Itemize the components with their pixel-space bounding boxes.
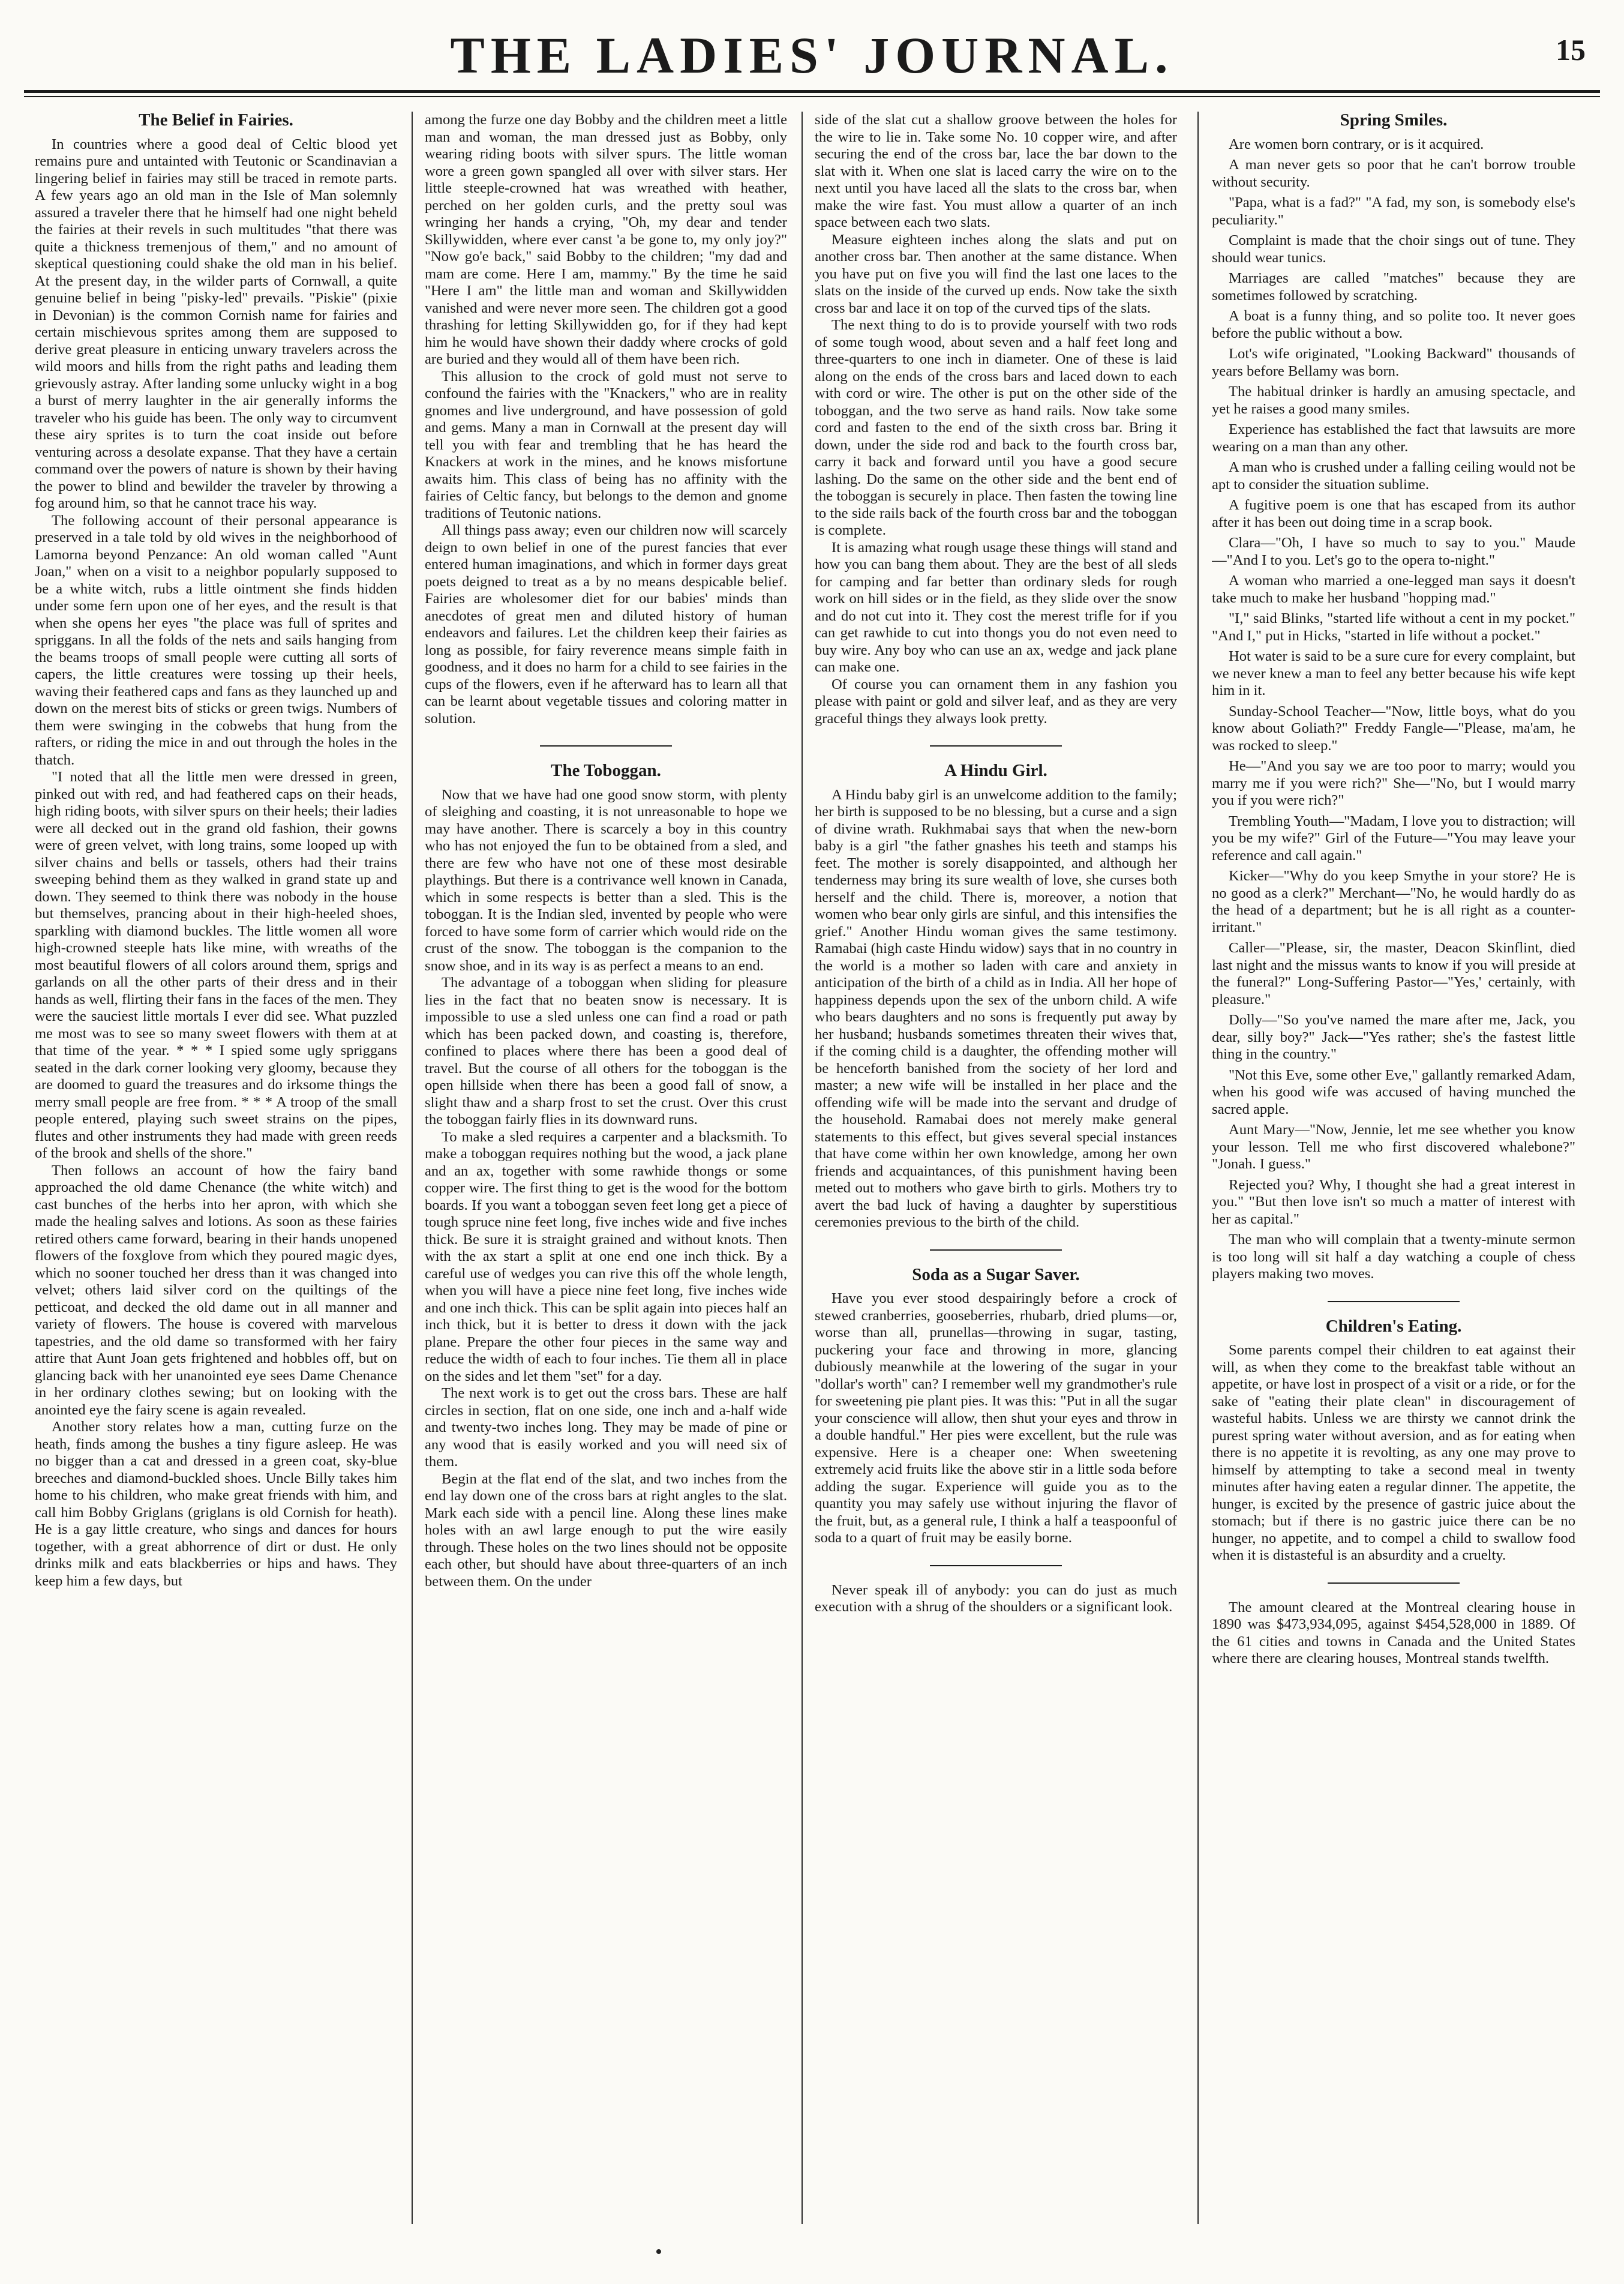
column-3 — [815, 112, 1177, 2236]
article-heading: The Belief in Fairies. — [139, 112, 293, 130]
article-paragraph: In countries where a good deal of Celtic blood yet remains pure and untainted with Teutonic or Scandinavian a lingering belief in fairies may still be traced in remote parts. A few years ago an old man in the Isle of Man solemnly assured a traveler there that he himself had one night beheld the fairies at their revels in such multitudes "that there was quite a thickness tremenjous of them," and no amount of skeptical questioning could shake the old man in his belief. At the present day, in the wilder parts of Cornwall, a quite genuine belief in being "pisky-led" prevails. "Piskie" (pixie in Devonian) is the common Cornish name for fairies and certain mischievous sprites among them are supposed to derive great pleasure in enticing unwary travelers across the wild moors and hills from the right paths and leading them grievously astray. After landing some unlucky wight in a bog a burst of merry laughter in the air generally informs the traveler who his guide has been. The only way to circumvent these airy sprites is to turn the coat inside out before venturing across a desolate expanse. That they have a certain command over the powers of nature is shown by their having the power to blind and bewilder the traveler by throwing a fog around him, so that he cannot trace his way. — [35, 136, 397, 511]
masthead-rule — [24, 90, 1600, 93]
article-heading: Children's Eating. — [1325, 1316, 1462, 1336]
spring-smile-item: "Papa, what is a fad?" "A fad, my son, is somebody else's peculiarity." — [1212, 194, 1575, 228]
section-divider — [930, 1249, 1062, 1251]
spring-smile-item: A boat is a funny thing, and so polite too. It never goes before the public without a bow. — [1212, 308, 1575, 341]
article-paragraph: The next work is to get out the cross bars. These are half circles in section, flat on one side, one inch and a-half wide and twenty-two inches long. They may be made of pine or any wood that is easily worked and you will need six of them. — [425, 1385, 787, 1470]
article-heading: Soda as a Sugar Saver. — [912, 1264, 1080, 1284]
spring-smile-item: Marriages are called "matches" because they are sometimes followed by scratching. — [1212, 270, 1575, 304]
spring-smile-item: A man who is crushed under a falling ceiling would not be apt to consider the situation sublime. — [1212, 459, 1575, 493]
section-divider — [930, 1565, 1062, 1566]
spring-smile-item: Complaint is made that the choir sings out of tune. They should wear tunics. — [1212, 232, 1575, 266]
spring-smile-item: Sunday-School Teacher—"Now, little boys, what do you know about Goliath?" Freddy Fangle—"Please, ma'am, he was rocked to sleep." — [1212, 703, 1575, 754]
article-paragraph: Of course you can ornament them in any fashion you please with paint or gold and silver leaf, and as they are very graceful things they always look pretty. — [815, 676, 1177, 727]
section-divider — [1328, 1301, 1460, 1302]
spring-smile-item: He—"And you say we are too poor to marry; would you marry me if you were rich?" She—"No, but I would marry you if you were rich?" — [1212, 758, 1575, 808]
column-4 — [1212, 112, 1575, 2236]
article-paragraph: This allusion to the crock of gold must not serve to confound the fairies with the "Knackers," who are in reality gnomes and live underground, and have possession of gold and gems. Many a man in Cornwall at the present day will tell you with fear and trembling that he has heard the Knackers at work in the mines, and he knows misfortune awaits him. This class of being has no affinity with the fairies of Celtic fancy, but belongs to the demon and gnome traditions of Teutonic nations. — [425, 368, 787, 521]
footer-ornament — [656, 2249, 661, 2254]
article-paragraph: "I noted that all the little men were dressed in green, pinked out with red, and had feathered caps on their heads, high riding boots, with silver spurs on their heels; their ladies were all decked out in the grand old fashion, their gowns were of green velvet, with long trains, some looped up with silver chains and bells or tassels, others had their trains sweeping behind them as they walked in grand state up and down. They seemed to think there was nobody in the house but themselves, prancing about in their high-heeled shoes, sparkling with diamond buckles. The little women all wore high-crowned steeple hats like mine, with wreaths of the most beautiful flowers of all colors around them, sprigs and garlands on all the other parts of their dress and in their hands as well, flirting their fans in the faces of the men. They were the sauciest little mortals I ever did see. What puzzled me most was to see so many sweet flowers with them at at that time of the year. * * * I spied some ugly spriggans seated in the dark corner looking very gloomy, because they are doomed to guard the treasures and do irksome things the merry small people are free from. * * * A troop of the small people entered, playing such sweet strains on the pipes, flutes and other instruments they had made with green reeds of the brook and shells of the shore." — [35, 769, 397, 1161]
page-number: 15 — [1556, 33, 1586, 67]
spring-smile-item: A man never gets so poor that he can't borrow trouble without security. — [1212, 157, 1575, 190]
column-1 — [35, 112, 397, 2236]
closing-paragraph: Never speak ill of anybody: you can do just as much execution with a shrug of the shoulders or a significant look. — [815, 1581, 1177, 1615]
article-paragraph: The advantage of a toboggan when sliding for pleasure lies in the fact that no beaten snow is necessary. It is impossible to use a sled unless one can find a road or path which has been packed down, and coasting is, therefore, confined to places where there has been a good deal of travel. But the course of all others for the toboggan is the open hillside when there has been a good fall of snow, a slight thaw and a sharp frost to set the crust. Over this crust the toboggan fairly flies in its downward runs. — [425, 975, 787, 1128]
spring-smile-item: The man who will complain that a twenty-minute sermon is too long will sit half a day watching a couple of chess players making two moves. — [1212, 1231, 1575, 1282]
article-paragraph: All things pass away; even our children now will scarcely deign to own belief in one of the purest fancies that ever entered human imaginations, and which in former days great poets deigned to treat as a by no means despicable belief. Fairies are wholesomer diet for our babies' minds than anecdotes of great men and diluted history of human endeavors and failures. Let the children keep their fairies as long as possible, for fairy reverence means simple faith in goodness, and it does no harm for a child to see fairies in the cups of the flowers, even if he afterward has to learn all that can be learnt about vegetable tissues and coloring matter in solution. — [425, 522, 787, 727]
spring-smile-item: "Not this Eve, some other Eve," gallantly remarked Adam, when his good wife was accused of having munched the sacred apple. — [1212, 1066, 1575, 1117]
spring-smile-item: A fugitive poem is one that has escaped from its author after it has been out doing time in a scrap book. — [1212, 497, 1575, 530]
article-paragraph: The following account of their personal appearance is preserved in a tale told by old wives in the neighborhood of Lamorna beyond Penzance: An old woman called "Aunt Joan," when on a visit to a neighbor popularly supposed to be a white witch, rubs a little ointment she finds hidden under some fern upon one of her eyes, and the result is that when she opens her eyes "the place was full of sprites and spriggans. In all the folds of the nets and sails hanging from the beams troops of small people were cutting all sorts of capers, the little creatures were tossing up their heels, waving their feathered caps and fans as they launched up and down on the merest bits of sticks or green twigs. Numbers of them were swinging in the cobwebs that hung from the rafters, or riding the mice in and out through the holes in the thatch. — [35, 512, 397, 768]
masthead — [0, 22, 1624, 88]
spring-smile-item: "I," said Blinks, "started life without a cent in my pocket." "And I," put in Hicks, "started in life without a pocket." — [1212, 610, 1575, 644]
article-paragraph: Some parents compel their children to eat against their will, as when they come to the breakfast table without an appetite, or have lost in prospect of a visit or a ride, or for the sake of "eating their plate clean" in discouragement of wasteful habits. Unless we are thirsty we cannot drink the purest spring water without aversion, and as for eating when there is no appetite it is revolting, as any one may prove to himself by attempting to take a second meal in twenty minutes after having eaten a regular dinner. The appetite, the hunger, is excited by the presence of gastric juice about the stomach; but if there is no gastric juice there can be no hunger, no appetite, and to compel a child to swallow food when it is distasteful is an absurdity and a cruelty. — [1212, 1342, 1575, 1563]
column-2 — [425, 112, 787, 2236]
spring-smile-item: Hot water is said to be a sure cure for every complaint, but we never knew a man to feel any better because his wife kept him in it. — [1212, 648, 1575, 699]
article-paragraph: It is amazing what rough usage these things will stand and how you can bang them about. They are the best of all sleds for camping and far better than ordinary sleds for rough work on hill sides or in the field, as they slide over the snow and do not cut into it. They cost the merest trifle for if you can get rawhide to cut into thongs you do not even need to buy wire. Any boy who can use an ax, wedge and jack plane can make one. — [815, 539, 1177, 675]
spring-smile-item: The habitual drinker is hardly an amusing spectacle, and yet he raises a good many smiles. — [1212, 383, 1575, 417]
spring-smile-item: Caller—"Please, sir, the master, Deacon Skinflint, died last night and the missus wants to know if you will preside at the funeral?" Long-Suffering Pastor—"Yes,' certainly, with pleasure." — [1212, 940, 1575, 1008]
section-divider — [930, 745, 1062, 747]
article-paragraph: Begin at the flat end of the slat, and two inches from the end lay down one of the cross bars at right angles to the slat. Mark each side with a pencil line. Along these lines make holes with an awl large enough to put the wire easily through. These holes on the two lines should not be opposite each other, but should have about three-quarters of an inch between them. On the under — [425, 1470, 787, 1590]
spring-smile-item: Rejected you? Why, I thought she had a great interest in you." "But then love isn't so much a matter of interest with her as capital." — [1212, 1176, 1575, 1227]
column-divider — [412, 112, 413, 2224]
article-paragraph: A Hindu baby girl is an unwelcome addition to the family; her birth is supposed to be no blessing, but a curse and a sign of divine wrath. Rukhmabai says that when the new-born baby is a girl "the father gnashes his teeth and stamps his feet. The mother is sorely disappointed, and although her tenderness may bring its sure wealth of love, she curses both herself and the child. There is, moreover, a notion that women who bear only girls are sinful, and this intensifies the grief." Another Hindu woman gives the same testimony. Ramabai (high caste Hindu widow) says that in no country in the world is a mother so laden with care and anxiety in anticipation of the birth of a child as in India. All her hope of happiness depends upon the sex of the unborn child. A wife who bears daughters and no sons is frequently put away by her husband; husbands sometimes threaten their wives that, if the coming child is a daughter, the offending mother will be henceforth banished from the society of her lord and master; a new wife will be installed in her place and the offending wife will be made into the servant and drudge of the household. Ramabai does not merely make general statements to this effect, but gives several special instances that have come within her own knowledge, among her own friends and acquaintances, of this punishment having been meted out to mothers who gave birth to girls. Mothers try to avert the bad luck of having a daughter by superstitious ceremonies previous to the birth of the child. — [815, 786, 1177, 1230]
article-paragraph: side of the slat cut a shallow groove between the holes for the wire to lie in. Take some No. 10 copper wire, and after securing the end of the cross bar, lace the bar down to the slat with it. When one slat is laced carry the wire on to the next until you have laced all the slats to the cross bar, when make the wire fast. You must allow a quarter of an inch space between each two slats. — [815, 112, 1177, 230]
section-divider — [1328, 1582, 1460, 1584]
spring-smile-item: Kicker—"Why do you keep Smythe in your store? He is no good as a clerk?" Merchant—"No, he would hardly do as the head of a department; but he is all right as a counter-irritant." — [1212, 868, 1575, 936]
spring-smile-item: Dolly—"So you've named the mare after me, Jack, you dear, silly boy?" Jack—"Yes rather; she's the fastest little thing in the country." — [1212, 1012, 1575, 1062]
article-paragraph: Have you ever stood despairingly before a crock of stewed cranberries, gooseberries, rhubarb, dried plums—or, worse than all, prunellas—throwing in sugar, tasting, puckering your face and throwing in more, glancing dubiously meanwhile at the lowering of the sugar in your "dollar's worth" can? I remember well my grandmother's rule for sweetening pie plant pies. It was this: "Put in all the sugar your conscience will allow, then shut your eyes and throw in a double handful." Her pies were excellent, but the rule was expensive. Here is a cheaper one: When sweetening extremely acid fruits like the above stir in a little soda before adding the sugar. Experience will guide you as to the quantity you may safely use without injuring the flavor of the fruit, but, as a general rule, I think a half a teaspoonful of soda to a quart of fruit may be easily borne. — [815, 1290, 1177, 1546]
article-paragraph: To make a sled requires a carpenter and a blacksmith. To make a toboggan requires nothing but the wood, a jack plane and an ax, together with some rawhide thongs or some copper wire. The first thing to get is the wood for the bottom boards. If you want a toboggan seven feet long get a piece of tough spruce nine feet long, five inches wide and five inches thick. Be sure it is straight grained and without knots. Then with the ax start a split at one end one inch thick. By a careful use of wedges you can rive this off the whole length, when you will have a piece nine feet long, five inches wide and one inch thick. This can be split again into pieces half an inch thick, but it is better to dress it down with the jack plane. Prepare the other four pieces in the same way and reduce the width of each to four inches. Tie them all in place on the sides and let them "set" for a day. — [425, 1128, 787, 1384]
article-paragraph: Then follows an account of how the fairy band approached the old dame Chenance (the white witch) and cast bunches of the herbs into her apron, with which she made the healing salves and lotions. As soon as these fairies retired others came forward, bearing in their hands unopened flowers of the foxglove from which they poured magic dyes, which no sooner touched her dress than it was changed into velvet; others laid silver cord on the quiltings of the petticoat, and decked the old dame out in all manner and variety of flowers. The house is covered with marvelous tapestries, and the old dame so transformed with her fairy attire that Aunt Joan gets frightened and hobbles off, but on glancing back with her unanointed eye sees Dame Chenance in her ordinary clothes sewing; but on looking with the anointed eye the fairy scene is again revealed. — [35, 1162, 397, 1418]
article-paragraph: Another story relates how a man, cutting furze on the heath, finds among the bushes a tiny figure asleep. He was no bigger than a cat and dressed in a green coat, sky-blue breeches and diamond-buckled shoes. Uncle Billy takes him home to his children, who make great friends with him, and call him Bobby Griglans (griglans is old Cornish for heath). He is a gay little creature, who sings and dances for hours together, with a great abhorrence of dirt or dust. He only drinks milk and eats blackberries or hips and haws. They keep him a few days, but — [35, 1419, 397, 1589]
article-paragraph: The amount cleared at the Montreal clearing house in 1890 was $473,934,095, against $454,528,000 in 1889. Of the 61 cities and towns in Canada and the United States where there are clearing houses, Montreal stands twelfth. — [1212, 1599, 1575, 1666]
masthead-title: THE LADIES' JOURNAL. — [450, 26, 1174, 84]
article-heading: Spring Smiles. — [1340, 112, 1448, 130]
spring-smile-item: A woman who married a one-legged man says it doesn't take much to make her husband "hopping mad." — [1212, 573, 1575, 606]
spring-smile-item: Experience has established the fact that lawsuits are more wearing on a man than any other. — [1212, 421, 1575, 455]
article-heading: The Toboggan. — [551, 761, 661, 780]
spring-smile-item: Trembling Youth—"Madam, I love you to distraction; will you be my wife?" Girl of the Future—"You may leave your reference and call again." — [1212, 813, 1575, 864]
article-paragraph: Now that we have had one good snow storm, with plenty of sleighing and coasting, it is not unreasonable to hope we may have another. There is scarcely a boy in this country who has not enjoyed the fun to be obtained from a sled, and there are few who have not one of these most desirable playthings. But there is a contrivance well known in Canada, which in some respects is better than a sled. This is the toboggan. It is the Indian sled, invented by people who were forced to have some form of carrier which would ride on the crust of the snow. The toboggan is the companion to the snow shoe, and in its way is as perfect a means to an end. — [425, 786, 787, 974]
article-paragraph: among the furze one day Bobby and the children meet a little man and woman, the man dressed just as Bobby, only wearing riding boots with silver spurs. The little woman wore a green gown spangled all over with silver stars. Her little steeple-crowned hat was wreathed with heather, perched on her golden curls, and the pretty soul was wringing her hands a crying, "Oh, my dear and tender Skillywidden, where ever canst 'a be gone to, my only joy?" "Now go'e back," said Bobby to the children; "my dad and mam are come. Here I am, mammy." By the time he said "Here I am" the little man and woman and Skillywidden vanished and were never more seen. The children got a good thrashing for letting Skillywidden go, for if they had kept him he would have shown their daddy where crocks of gold are buried and they would all of them have been rich. — [425, 112, 787, 367]
spring-smile-item: Lot's wife originated, "Looking Backward" thousands of years before Bellamy was born. — [1212, 346, 1575, 379]
column-divider — [802, 112, 803, 2224]
article-paragraph: The next thing to do is to provide yourself with two rods of some tough wood, about seven and a half feet long and three-quarters to one inch in diameter. One of these is laid along on the ends of the cross bars and laced down to each with cord or wire. The other is put on the other side of the toboggan, and the two serve as hand rails. Now take some cord and fasten to the end of the sixth cross bar. Bring it down, under the side rod and back to the fourth cross bar, carry it back and forward until you have a good secure lashing. Do the same on the other side and the bent end of the toboggan is securely in place. Then fasten the towing line to the side rails back of the fourth cross bar and the toboggan is complete. — [815, 317, 1177, 538]
spring-smiles-list — [1212, 136, 1575, 1283]
column-divider — [1197, 112, 1199, 2224]
spring-smile-item: Aunt Mary—"Now, Jennie, let me see whether you know your lesson. Tell me who first discovered whalebone?" "Jonah. I guess." — [1212, 1122, 1575, 1172]
spring-smile-item: Are women born contrary, or is it acquired. — [1229, 136, 1484, 152]
section-divider — [540, 745, 672, 747]
masthead-rule-thin — [24, 96, 1600, 97]
article-heading: A Hindu Girl. — [944, 761, 1047, 780]
article-paragraph: Measure eighteen inches along the slats and put on another cross bar. Then another at the same distance. When you have put on five you will find the last one laces to the slats on the inside of the curved up ends. Now take the sixth cross bar and lace it on top of the curved tips of the slats. — [815, 231, 1177, 316]
spring-smile-item: Clara—"Oh, I have so much to say to you." Maude—"And I to you. Let's go to the opera to-night." — [1212, 535, 1575, 568]
